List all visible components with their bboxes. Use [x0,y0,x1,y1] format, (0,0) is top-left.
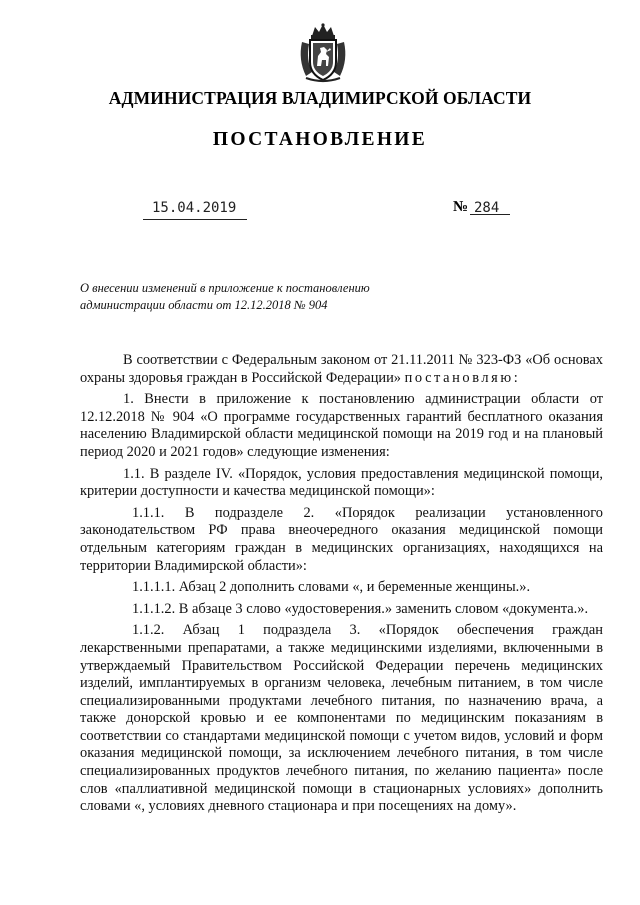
preamble-paragraph [80,352,603,387]
number-underline [470,214,510,215]
clause-1-1-1-1: 1.1.1.1. Абзац 2 дополнить словами «, и беременные женщины.». [132,579,531,596]
date-underline [143,219,247,220]
document-type: ПОСТАНОВЛЕНИЕ [212,129,428,150]
document-body [80,352,603,816]
coat-of-arms-icon [296,22,350,84]
clause-1: 1. Внести в приложение к постановлению администрации области от 12.12.2018 № 904 «О программе государственных гарантий бесплатного оказания населению Владимирской области медицинской помощи на 2019 год и на плановый период 2020 и 2021 годов» следующие изменения: [80,391,603,460]
clause-1-1-1-2: 1.1.1.2. В абзаце 3 слово «удостоверения.» заменить словом «документа.». [132,600,589,617]
number-sign: № [453,199,469,215]
clause-1-1-1: 1.1.1. В подразделе 2. «Порядок реализации установленного законодательством РФ права внеочередного оказания медицинской помощи отдельным категориям граждан в медицинских организациях, находящихся на территории Владимирской области»: [80,504,603,574]
clause-1-1-2: 1.1.2. Абзац 1 подраздела 3. «Порядок обеспечения граждан лекарственными препаратами, а также медицинскими изделиями, включенными в утверждаемый Правительством Российской Федерации перечень медицинских изделий, имплантируемых в организм человека, лечебным питанием, в том числе специализированными продуктами лечебного питания, по назначению врача, а также донорской кровью и ее компонентами по медицинским показаниям в соответствии со стандартами медицинской помощи с учетом видов, условий и форм оказания медицинской помощи, за исключением лечебного питания, в том числе специализированных продуктов лечебного питания, по желанию пациента» после слов «паллиативной медицинской помощи в стационарных условиях» дополнить словами «, условиях дневного стационара и при посещениях на дому». [80,622,603,815]
document-date: 15.04.2019 [152,200,237,216]
document-number: 284 [474,200,500,216]
document-subject: О внесении изменений в приложение к постановлению администрации области от 12.12.2018 № 904 [80,281,370,312]
agency-name: АДМИНИСТРАЦИЯ ВЛАДИМИРСКОЙ ОБЛАСТИ [108,88,532,108]
preamble-text: В соответствии с Федеральным законом от 21.11.2011 № 323-ФЗ «Об основах охраны здоровья граждан в Российской Федерации» [80,352,603,386]
decree-word: постановляю: [404,369,521,386]
clause-1-1: 1.1. В разделе IV. «Порядок, условия предоставления медицинской помощи, критерии доступности и качества медицинской помощи»: [80,465,603,500]
